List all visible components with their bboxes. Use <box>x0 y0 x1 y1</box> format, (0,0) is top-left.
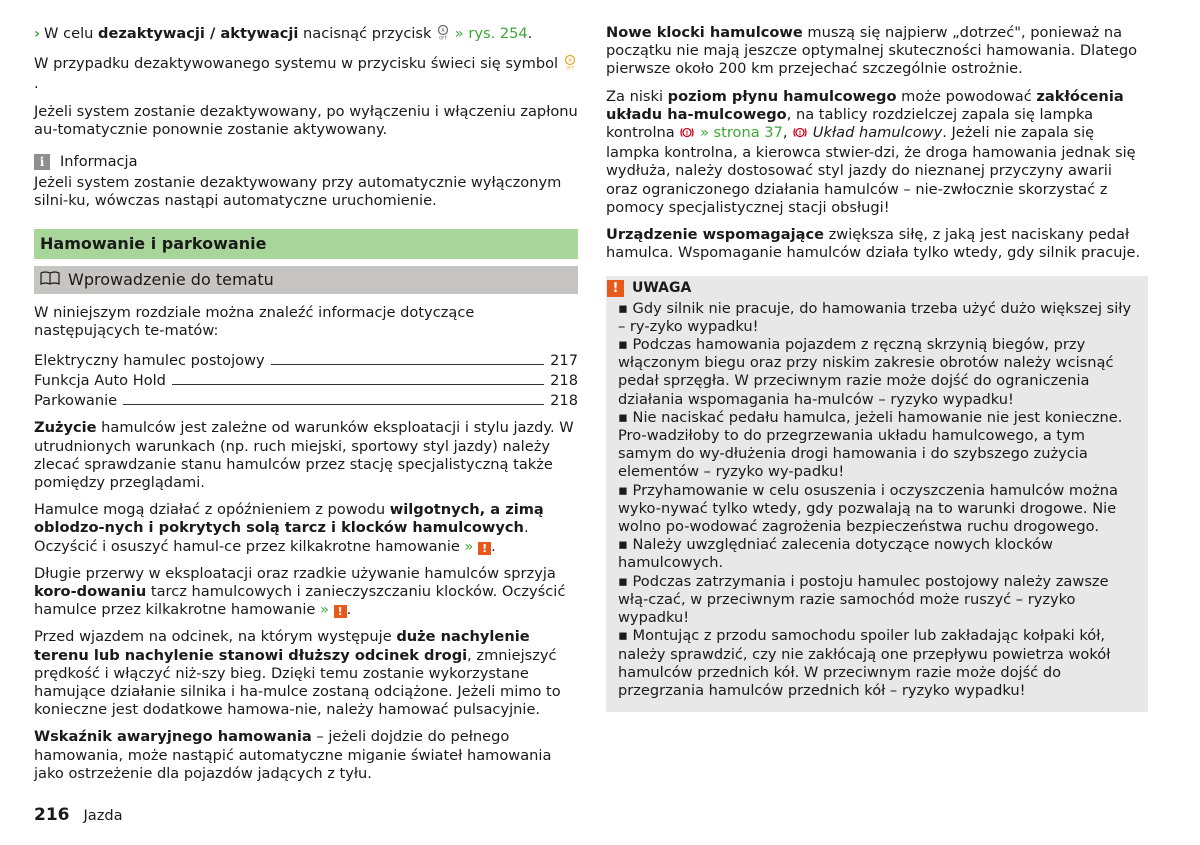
paragraph-symbol: W przypadku dezaktywowanego systemu w przycisku świeci się symbol A OFF . <box>34 54 578 93</box>
paragraph-wet-brakes: Hamulce mogą działać z opóźnieniem z powodu wilgotnych, a zimą oblodzo-nych i pokrytych solą tarcz i klocków hamulcowych. Oczyścić i osuszyć hamul-ce przez kilkakrotne hamowanie » ! . <box>34 501 544 555</box>
warning-box <box>606 276 1148 712</box>
warning-item: ▪ Montując z przodu samochodu spoiler lub zakładając kołpaki kół, należy sprawdzić, czy nie zakłócają one przepływu powietrza wokół hamulców przednich kół. W przeciwnym razie może dojść do przegrzania hamulców przednich kół – ryzyko wypadku! <box>618 627 1111 699</box>
brake-warning-lamp-icon <box>792 126 808 144</box>
warning-link[interactable]: » <box>464 537 474 555</box>
warning-item: ▪ Przyhamowanie w celu osuszenia i oczyszczenia hamulców można wyko-nywać tylko wtedy, gdy pozwalają na to warunki drogowe. Nie wolno po-wodować zagrożenia bezpieczeństwa ruchu drogowego. <box>618 481 1118 536</box>
info-header <box>34 153 578 171</box>
svg-text:!: ! <box>798 130 802 138</box>
auto-hold-lamp-icon <box>563 54 577 75</box>
page-link[interactable]: » strona 37 <box>699 124 783 142</box>
warning-item: ▪ Podczas zatrzymania i postoju hamulec postojowy należy zawsze włą-czać, w przeciwnym razie samochód może ruszyć – ryzyko wypadku! <box>618 572 1109 627</box>
left-column <box>34 24 578 792</box>
paragraph-new-pads: Nowe klocki hamulcowe muszą się najpierw „dotrzeć", ponieważ na początku nie mają jeszcze optymalnej skuteczności hamowania. Dlatego pierwsze około 200 km przejechać szczególnie ostrożnie. <box>606 24 1138 78</box>
subsection-title: Wprowadzenie do tematu <box>68 269 274 289</box>
warning-ref-icon: ! <box>478 542 491 555</box>
paragraph-deactivation: › W celu dezaktywacji / aktywacji nacisnąć przycisk A OFF » rys. 254. <box>34 24 578 45</box>
paragraph-reactivation: Jeżeli system zostanie dezaktywowany, po wyłączeniu i włączeniu zapłonu au-tomatycznie ponownie zostanie aktywowany. <box>34 102 578 138</box>
book-icon <box>40 271 60 289</box>
right-column <box>606 24 1148 712</box>
toc-item[interactable]: Parkowanie 218 <box>34 392 578 410</box>
info-icon: i <box>34 154 50 170</box>
intro-text: W niniejszym rozdziale można znaleźć informacje dotyczące następujących te-matów: <box>34 304 475 340</box>
paragraph-emergency-indicator: Wskaźnik awaryjnego hamowania – jeżeli dojdzie do pełnego hamowania, może nastąpić automatyczne miganie świateł hamowania jako ostrzeżenie dla pojazdów jadących z tyłu. <box>34 728 552 782</box>
warning-title: UWAGA <box>632 280 692 297</box>
svg-text:OFF: OFF <box>565 65 574 71</box>
svg-text:A: A <box>568 58 572 65</box>
warning-item: ▪ Nie naciskać pedału hamulca, jeżeli hamowanie nie jest konieczne. Pro-wadziłoby to do przegrzewania układu hamulcowego, a tym samym do wy-dłużenia drogi hamowania i do szybszego zużycia elementów – ryzyko wy-padku! <box>618 408 1123 481</box>
figure-link[interactable]: » rys. 254 <box>454 25 528 42</box>
table-of-contents <box>34 350 578 410</box>
svg-text:!: ! <box>685 130 689 138</box>
toc-item[interactable]: Elektryczny hamulec postojowy 217 <box>34 352 578 370</box>
info-title: Informacja <box>60 153 138 171</box>
section-heading: Hamowanie i parkowanie <box>34 229 578 259</box>
info-text: Jeżeli system zostanie dezaktywowany przy automatycznie wyłączonym silni-ku, wówczas nastąpi automatyczne uruchomienie. <box>34 174 562 210</box>
paragraph-brake-fluid: Za niski poziom płynu hamulcowego może powodować zakłócenia układu ha-mulcowego, na tablicy rozdzielczej zapala się lampka kontrolna ! » strona 37, ! Układ hamulcowy. Jeżeli nie zapala się lampka kontrolna, a kierowca stwier-dzi, że droga hamowania jednak się wydłuża, należy dostosować styl jazdy do nieznanej przyczyny awarii oraz ograniczonego działania hamulców – nie-zwłocznie skorzystać z pomocy specjalistycznej stacji obsługi! <box>606 87 1136 216</box>
toc-item[interactable]: Funkcja Auto Hold 218 <box>34 372 578 390</box>
paragraph-slope: Przed wjazdem na odcinek, na którym występuje duże nachylenie terenu lub nachylenie stanowi dłuższy odcinek drogi, zmniejszyć prędkość i włączyć niż-szy bieg. Dzięki temu zostanie wykorzystane hamujące działanie silnika i ha-mulce zostaną odciążone. Jeżeli mimo to konieczne jest dodatkowe hamowa-nie, należy hamować pulsacyjnie. <box>34 628 561 719</box>
warning-link[interactable]: » <box>320 601 329 619</box>
subsection-heading <box>34 266 578 294</box>
page-number: 216 <box>34 805 70 825</box>
auto-hold-off-button-icon <box>436 24 450 45</box>
warning-ref-icon: ! <box>334 605 347 618</box>
warning-item: ▪ Należy uwzględniać zalecenia dotyczące nowych klocków hamulcowych. <box>618 536 1053 572</box>
paragraph-booster: Urządzenie wspomagające zwiększa siłę, z jaką jest naciskany pedał hamulca. Wspomaganie hamulców działa tylko wtedy, gdy silnik pracuje. <box>606 226 1141 262</box>
warning-header <box>607 279 1136 297</box>
svg-text:OFF: OFF <box>439 35 447 40</box>
warning-item: ▪ Podczas hamowania pojazdem z ręczną skrzynią biegów, przy włączonym biegu oraz przy niskim zakresie obrotów należy wcisnąć pedał sprzęgła. W przeciwnym razie może dojść do ograniczenia działania wspomagania ha-mulców – ryzyko wypadku! <box>618 336 1114 408</box>
page-footer <box>34 805 123 825</box>
warning-icon: ! <box>607 280 624 297</box>
warning-item: ▪ Gdy silnik nie pracuje, do hamowania trzeba użyć dużo większej siły – ry-zyko wypadku! <box>618 299 1132 335</box>
paragraph-corrosion: Długie przerwy w eksploatacji oraz rzadkie używanie hamulców sprzyja koro-dowaniu tarcz hamulcowych i zanieczyszczaniu klocków. Oczyścić hamulce przez kilkakrotne hamowanie » ! . <box>34 564 566 619</box>
chapter-name: Jazda <box>83 807 123 824</box>
brake-warning-lamp-icon <box>679 126 695 144</box>
paragraph-wear: Zużycie hamulców jest zależne od warunków eksploatacji i stylu jazdy. W utrudnionych warunkach (np. ruch miejski, sportowy styl jazdy) należy zlecać sprawdzanie stanu hamulców przez stację specjalistyczną także pomiędzy przeglądami. <box>34 419 574 492</box>
svg-text:A: A <box>441 28 445 34</box>
bullet-arrow-icon: › <box>34 25 41 42</box>
